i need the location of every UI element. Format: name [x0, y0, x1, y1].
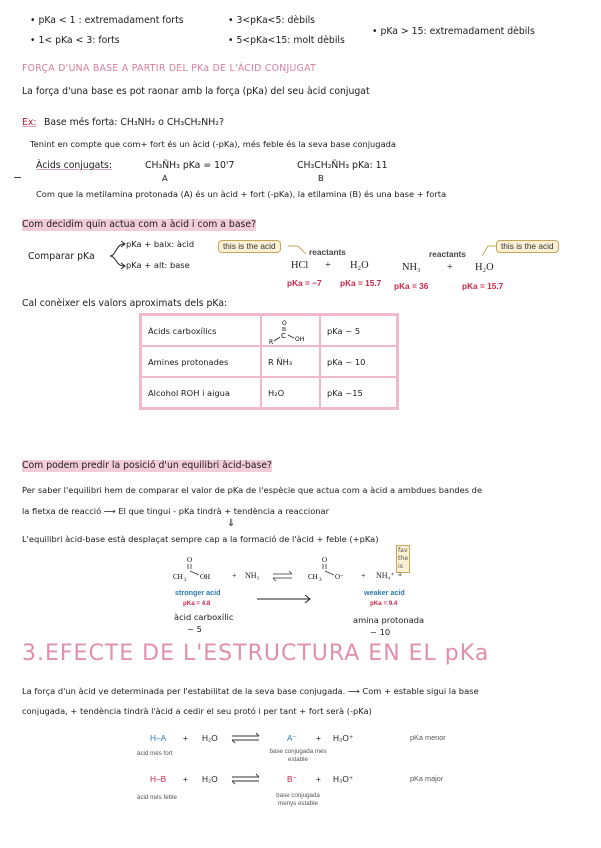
svg-text:C: C [281, 331, 286, 340]
margin-dash [14, 177, 21, 178]
pka-water-left: pKa = 15.7 [340, 278, 382, 288]
partial-callout: fav the is a [398, 547, 409, 578]
section1-intro: La força d'una base es pot raonar amb la força (pKa) del seu àcid conjugat [22, 86, 370, 97]
protonated-amine-label: amina protonada [353, 615, 425, 625]
callout-pointer-left [288, 246, 308, 256]
pka-ammonia: pKa = 36 [394, 281, 429, 291]
svg-text:CH: CH [173, 573, 183, 581]
conjugate-acid-a-letter: A [162, 173, 168, 183]
ammonium-eq: NH₄⁺ [376, 571, 395, 580]
plus-r1-2: + [316, 733, 321, 743]
approx-pka-intro: Cal conèixer els valors aproximats dels pKa: [22, 298, 228, 309]
equilibrium-line2: la fletxa de reacció ⟶ El que tingui - pKa tindrà + tendència a reaccionar [22, 506, 330, 516]
ammonia-eq: NH₃ [245, 571, 260, 580]
equilibrium-arrows-icon [272, 571, 294, 581]
plus-r2-2: + [316, 774, 321, 784]
table-cell-structure [261, 315, 320, 347]
svg-text:OH: OH [295, 335, 305, 343]
example-question: Base més forta: CH₃NH₂ o CH₃CH₂NH₂? [44, 117, 224, 128]
table-cell-pka: pKa ~ 5 [320, 315, 398, 347]
svg-text:O⁻: O⁻ [335, 573, 344, 581]
table-row [141, 315, 398, 347]
pka-range-extremely-weak: • pKa > 15: extremadament dèbils [372, 26, 535, 37]
pka-higher: pKa major [410, 774, 444, 783]
conjugate-acid-a: CH₃N̈H₃ pKa = 10'7 [145, 160, 235, 171]
plus-r2-1: + [183, 774, 188, 784]
plus-left: + [325, 260, 331, 271]
conjugate-acid-b: CH₃CH₂N̈H₃ pKa: 11 [297, 160, 388, 171]
water-r2: H₂O [202, 774, 218, 784]
weaker-acid-caption: àcid més feble [137, 794, 177, 801]
svg-text:O: O [282, 319, 287, 327]
equilibrium-arrows-r1-icon [231, 733, 261, 743]
stronger-acid-label: stronger acid [175, 588, 221, 597]
weaker-acid-pka: pKa = 9.4 [370, 600, 398, 607]
structure-line1: La força d'un àcid ve determinada per l'estabilitat de la seva base conjugada. ⟶ Com + estable sigui la base [22, 686, 479, 696]
branch-arrows [108, 238, 128, 270]
reactants-title-left: reactants [309, 247, 346, 257]
compare-pka-label: Comparar pKa [28, 251, 95, 262]
acid-or-base-question: Com decidim quin actua com a àcid i com a base? [22, 219, 257, 230]
stronger-acid-pka: pKa = 4.8 [183, 600, 211, 607]
plus-eq-1: + [232, 571, 237, 580]
pka-range-weak: • 3<pKa<5: dèbils [228, 15, 315, 26]
conjugate-acids-label: Àcids conjugats: [36, 160, 112, 171]
carboxylic-acid-pka: ~ 5 [187, 624, 202, 634]
pka-water-right: pKa = 15.7 [462, 281, 504, 291]
branch-lower-pka: pKa + baix: àcid [126, 239, 195, 249]
structure-line2: conjugada, + tendència tindrà l'àcid a cedir el seu protó i per tant + fort serà (-pKa) [22, 706, 372, 716]
callout-acid-right: this is the acid [496, 240, 559, 253]
acid-hb: H–B [150, 774, 167, 784]
table-cell-name: Alcohol ROH i aigua [141, 377, 262, 409]
unstable-base-caption: base conjugada menys estable [276, 792, 320, 807]
equilibrium-line1: Per saber l'equilibri hem de comparar el valor de pKa de l'espècie que actua com a àcid a ambdues bandes de [22, 485, 483, 495]
base-a: A⁻ [287, 733, 297, 743]
svg-text:CH: CH [308, 573, 318, 581]
pka-hcl: pKa = −7 [287, 278, 322, 288]
section-heading-base-strength: FORÇA D'UNA BASE A PARTIR DEL PKa DE L'ÀCID CONJUGAT [22, 63, 317, 74]
water-left: H₂O [350, 260, 369, 271]
acid-ha: H–A [150, 733, 167, 743]
plus-right: + [447, 262, 453, 273]
right-arrow-icon [256, 594, 312, 604]
base-b: B⁻ [287, 774, 297, 784]
protonated-amine-pka: ~ 10 [370, 627, 391, 637]
svg-text:R: R [269, 338, 274, 346]
hydronium-r2: H₃O⁺ [333, 774, 354, 784]
water-right: H₂O [475, 262, 494, 273]
branch-higher-pka: pKa + alt: base [126, 260, 190, 270]
ammonia-formula: NH₃ [402, 262, 421, 273]
carboxylic-acid-label: àcid carboxílic [174, 612, 234, 622]
plus-eq-2: + [361, 571, 366, 580]
pka-range-very-strong: • pKa < 1 : extremadament forts [30, 15, 184, 26]
plus-r1-1: + [183, 733, 188, 743]
acetic-acid-structure [173, 554, 225, 584]
equilibrium-line3: L'equilibri àcid-base està desplaçat sempre cap a la formació de l'àcid + feble (+pKa) [22, 534, 379, 544]
stable-base-caption: base conjugada més estable [269, 748, 327, 763]
svg-text:O: O [322, 556, 328, 564]
table-row [141, 377, 398, 409]
acetate-structure [308, 554, 358, 584]
svg-text:O: O [187, 556, 193, 564]
carboxylic-acid-structure [268, 318, 312, 344]
example-explanation: Tenint en compte que com+ fort és un àcid (-pKa), més feble és la seva base conjugada [30, 139, 397, 149]
water-r1: H₂O [202, 733, 218, 743]
example-conclusion: Com que la metilamina protonada (A) és un àcid + fort (-pKa), la etilamina (B) és una base + forta [36, 189, 447, 199]
pka-range-strong: • 1< pKa < 3: forts [30, 35, 120, 46]
section-heading-structure-effect: 3.EFECTE DE L'ESTRUCTURA EN EL pKa [22, 641, 490, 666]
example-label: Ex: [22, 117, 37, 128]
equilibrium-question: Com podem predir la posició d'un equilibri àcid-base? [22, 460, 272, 471]
pka-values-table [139, 313, 399, 410]
svg-text:3: 3 [319, 578, 322, 583]
table-cell-name: Àcids carboxílics [141, 315, 262, 347]
svg-text:3: 3 [184, 578, 187, 583]
svg-text:OH: OH [200, 573, 211, 581]
table-cell-structure: H₂O [261, 377, 320, 409]
table-cell-name: Amines protonades [141, 346, 262, 377]
table-cell-pka: pKa ~ 10 [320, 346, 398, 377]
reactants-title-right: reactants [429, 249, 466, 259]
equilibrium-arrows-r2-icon [231, 774, 261, 784]
conjugate-acid-b-letter: B [318, 173, 324, 183]
hydronium-r1: H₃O⁺ [333, 733, 354, 743]
table-row [141, 346, 398, 377]
hcl-formula: HCl [291, 260, 309, 271]
weaker-acid-label: weaker acid [364, 588, 405, 597]
callout-acid-left: this is the acid [218, 240, 281, 253]
pka-lower: pKa menor [410, 733, 446, 742]
down-arrow-icon: ⇓ [227, 518, 236, 529]
table-cell-structure: R N̈H₃ [261, 346, 320, 377]
stronger-acid-caption: àcid més fort [137, 750, 173, 757]
table-cell-pka: pKa ~15 [320, 377, 398, 409]
pka-range-very-weak: • 5<pKa<15: molt dèbils [228, 35, 345, 46]
